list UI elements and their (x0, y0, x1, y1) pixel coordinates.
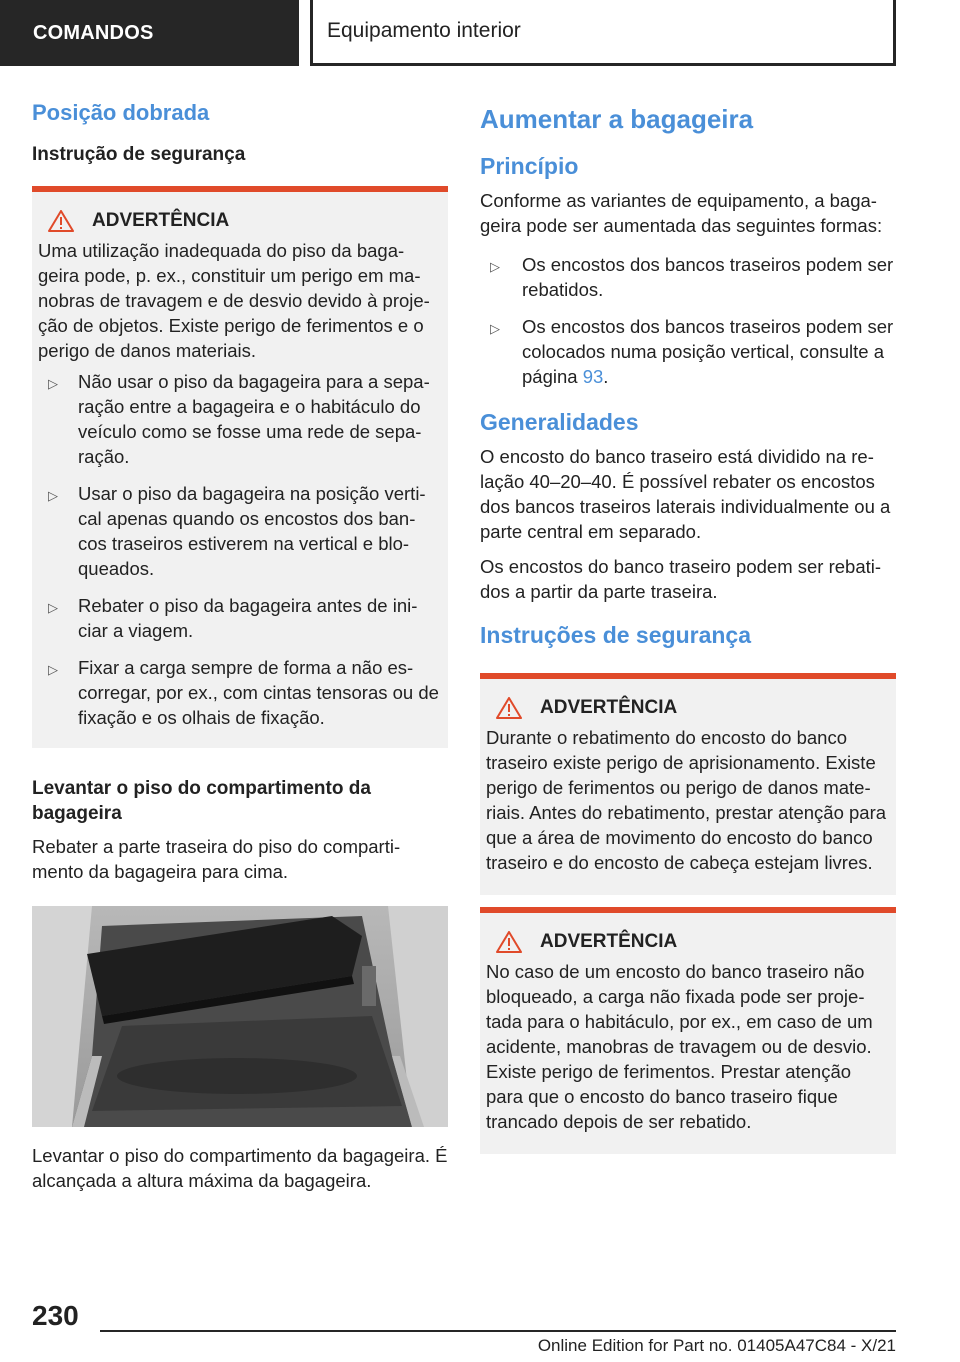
general-text-2: Os encostos do banco traseiro podem ser rebati-dos a partir da parte traseira. (480, 556, 882, 602)
page-header (0, 0, 960, 66)
general-text-1: O encosto do banco traseiro está dividido na re-lação 40–20–40. É possível rebater os encostos dos bancos traseiros laterais individualmente ou a parte central em separado. (480, 446, 891, 542)
section-tab: COMANDOS (0, 0, 299, 66)
left-column (32, 100, 448, 1203)
trunk-illustration (32, 906, 448, 1127)
triangle-bullet-icon: ▷ (48, 488, 58, 503)
warning-box-1 (480, 673, 896, 895)
chapter-title: Equipamento interior (310, 0, 896, 66)
warning-title (486, 931, 888, 953)
warning-triangle-icon (48, 210, 74, 232)
list-item: ▷ Os encostos dos bancos traseiros podem ser rebatidos. (490, 254, 894, 300)
folded-position-heading: Posição dobrada (32, 100, 210, 125)
warning-title (38, 210, 440, 232)
principle-heading: Princípio (480, 153, 579, 179)
warning-triangle-icon (496, 697, 522, 719)
list-item: ▷ Rebater o piso da bagageira antes de ini-ciar a viagem. (48, 595, 418, 641)
safety-instruction-heading: Instrução de segurança (32, 144, 246, 165)
trunk-photo (32, 906, 448, 1127)
warning-box (32, 186, 448, 748)
list-item: ▷ Fixar a carga sempre de forma a não es-corregar, por ex., com cintas tensoras ou de fixação e os olhais de fixação. (48, 657, 439, 728)
raise-floor-text: Rebater a parte traseira do piso do comparti-mento da bagageira para cima. (32, 836, 401, 882)
warning-title (486, 697, 888, 719)
principle-list (480, 252, 896, 389)
warning-title-text: ADVERTÊNCIA (92, 210, 230, 231)
warning-title-text: ADVERTÊNCIA (540, 697, 678, 718)
list-item: ▷ Os encostos dos bancos traseiros podem ser colocados numa posição vertical, consulte a página 93. (490, 316, 894, 387)
triangle-bullet-icon: ▷ (490, 321, 500, 336)
triangle-bullet-icon: ▷ (48, 600, 58, 615)
list-item: ▷ Usar o piso da bagageira na posição verti-cal apenas quando os encostos dos ban-cos traseiros estiverem na vertical e blo-queados. (48, 483, 426, 579)
warning-list (38, 369, 440, 730)
warning-body: Uma utilização inadequada do piso da baga-geira pode, p. ex., constituir um perigo em ma-nobras de travagem e de desvio devido à proje-ção de objetos. Existe perigo de ferimentos e o perigo de danos materiais. (38, 240, 430, 361)
enlarge-trunk-heading: Aumentar a bagageira (480, 104, 754, 134)
warning-body: No caso de um encosto do banco traseiro não bloqueado, a carga não fixada pode ser proje-tada para o habitáculo, por ex., em caso de um acidente, manobras de travagem ou de desvio. Existe perigo de ferimentos. Prestar atenção para que o encosto do banco traseiro fique trancado depois de ser rebatido. (486, 961, 873, 1132)
triangle-bullet-icon: ▷ (490, 259, 500, 274)
right-column (480, 100, 896, 1176)
triangle-bullet-icon: ▷ (48, 662, 58, 677)
list-item: ▷ Não usar o piso da bagageira para a sepa-ração entre a bagageira e o habitáculo do veículo como se fosse uma rede de sepa-ração. (48, 371, 430, 467)
warning-body: Durante o rebatimento do encosto do banco traseiro existe perigo de aprisionamento. Existe perigo de ferimentos ou perigo de danos mate-riais. Antes do rebatimento, prestar atenção para que a área de movimento do encosto do banco traseiro e do encosto de cabeça estejam livres. (486, 727, 887, 873)
footer-divider (100, 1330, 896, 1332)
photo-caption: Levantar o piso do compartimento da bagageira. É alcançada a altura máxima da bagageira. (32, 1145, 448, 1191)
page-reference-link[interactable]: 93 (582, 366, 604, 387)
warning-triangle-icon (496, 931, 522, 953)
warning-box-2 (480, 907, 896, 1154)
safety-instructions-heading: Instruções de segurança (480, 622, 751, 648)
page-number: 230 (32, 1300, 79, 1331)
triangle-bullet-icon: ▷ (48, 376, 58, 391)
raise-floor-heading: Levantar o piso do compartimento da bagageira (32, 778, 371, 824)
general-heading: Generalidades (480, 409, 639, 435)
warning-title-text: ADVERTÊNCIA (540, 931, 678, 952)
edition-text: Online Edition for Part no. 01405A47C84 - X/21 (537, 1336, 896, 1355)
principle-text: Conforme as variantes de equipamento, a baga-geira pode ser aumentada das seguintes formas: (480, 190, 883, 236)
